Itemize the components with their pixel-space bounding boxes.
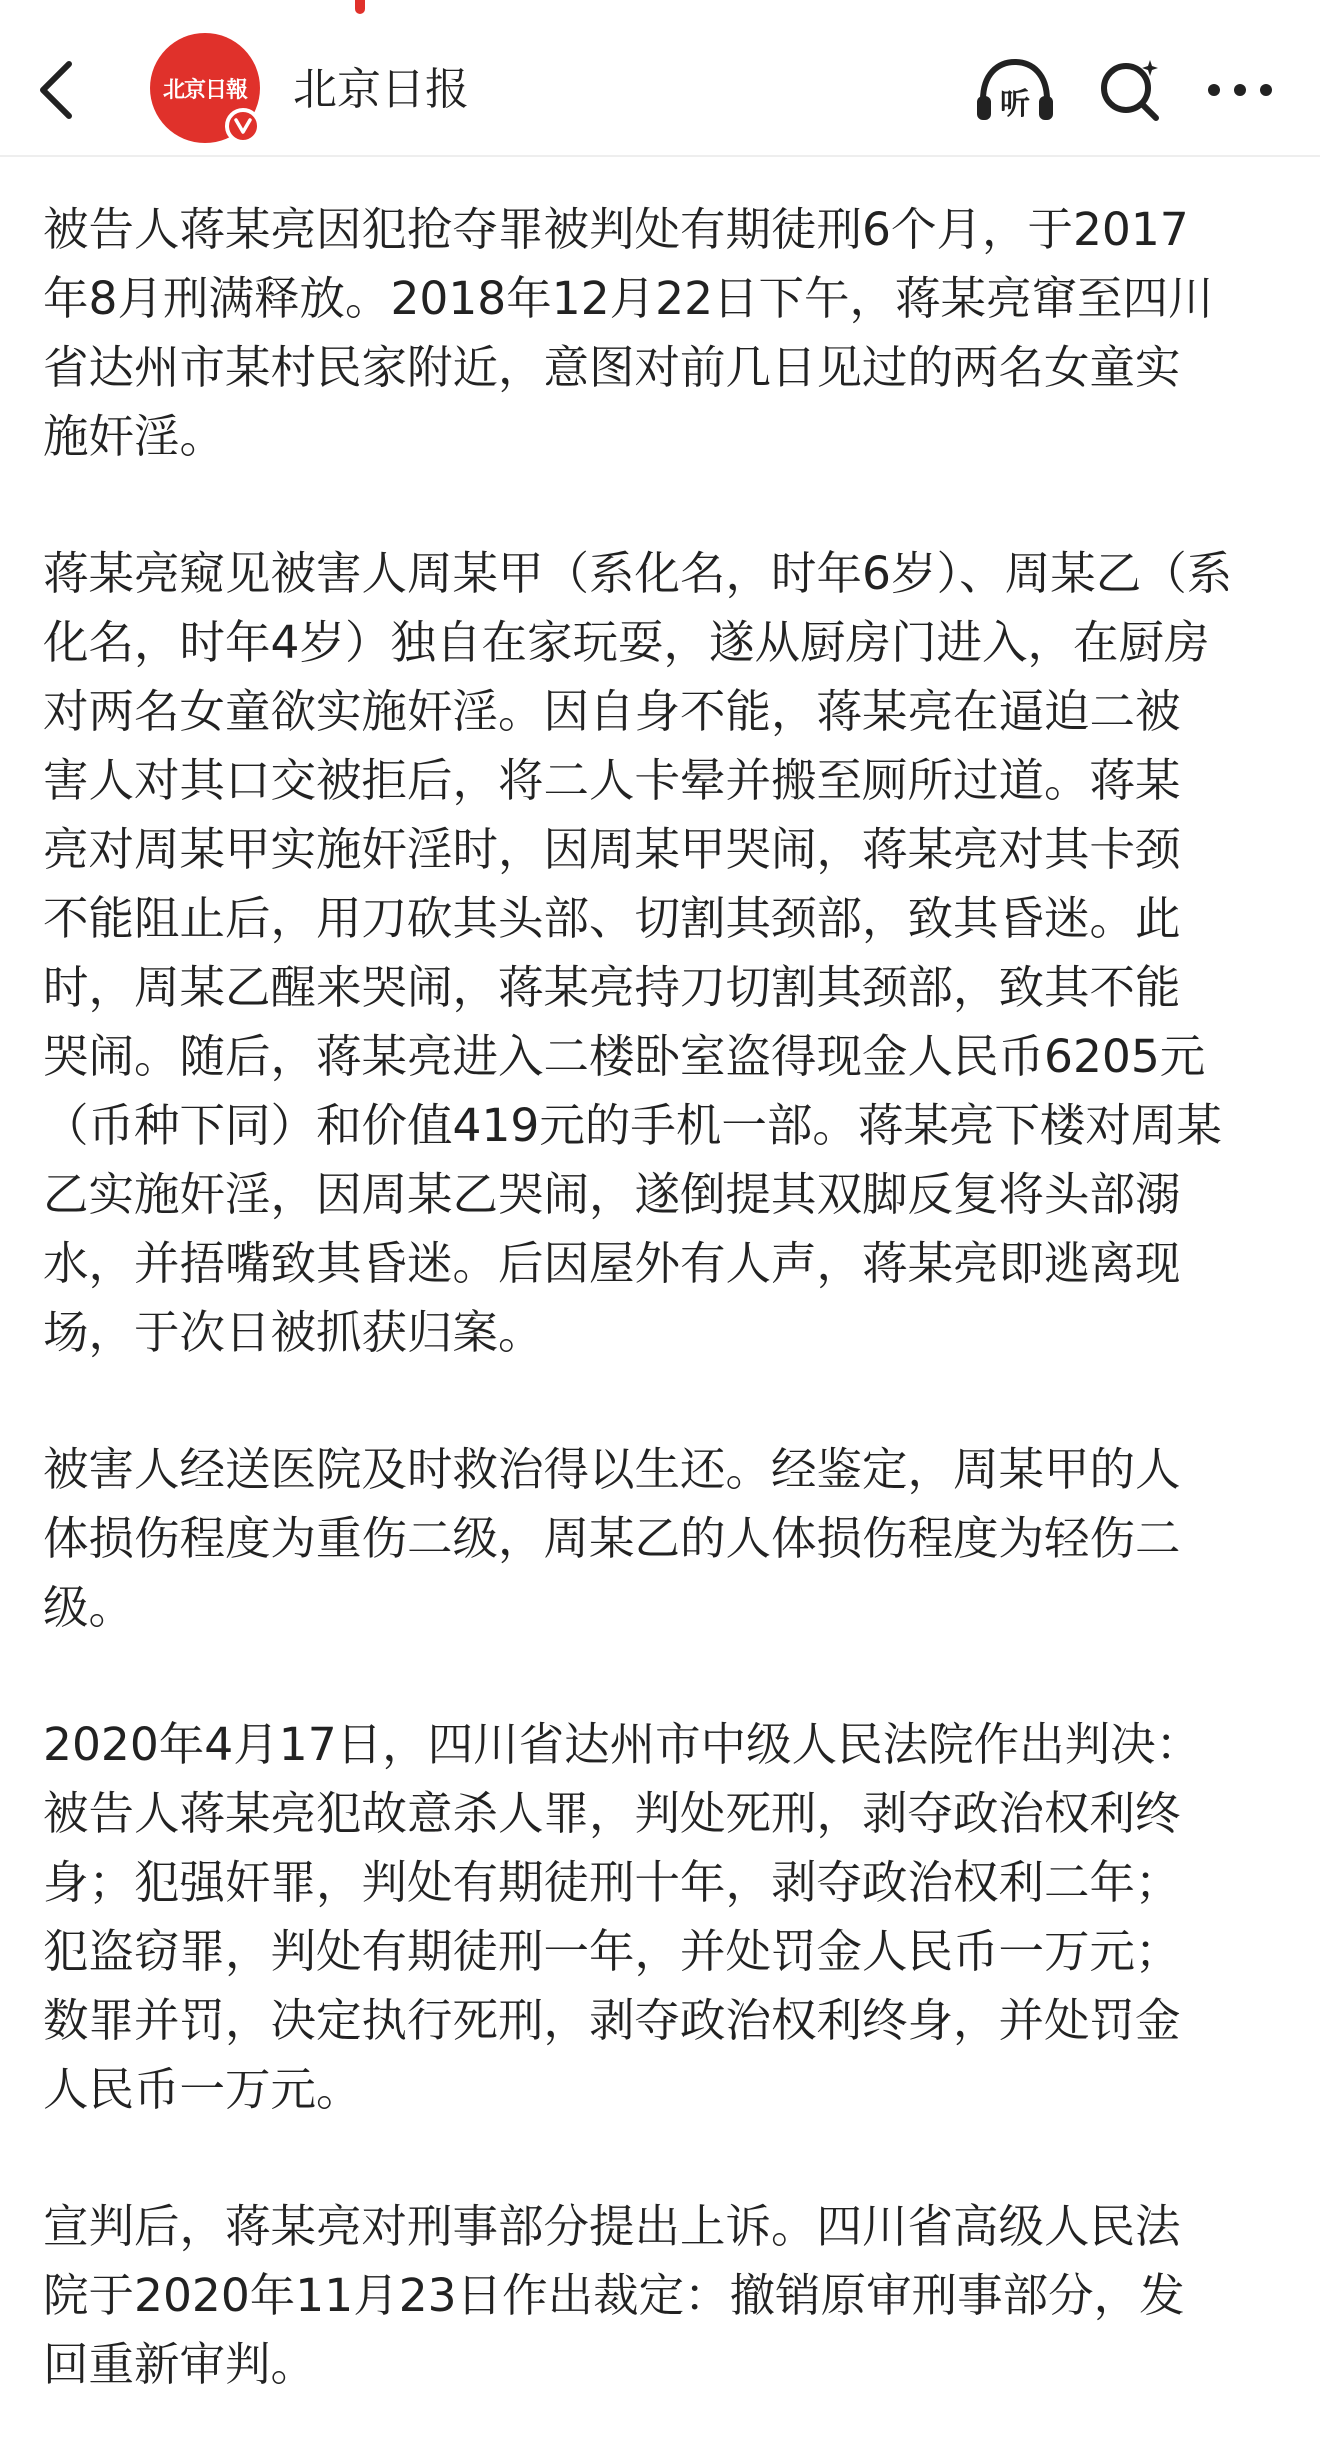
top-bar	[0, 0, 1320, 157]
verified-v-icon	[234, 118, 252, 134]
article-body	[43, 195, 1283, 2455]
more-icon	[1204, 80, 1276, 100]
article-paragraph-4: 2020年4月17日，四川省达州市中级人民法院作出判决： 被告人蒋某亮犯故意杀人罪，判处死刑，剥夺政治权利终 身；犯强奸罪，判处有期徒刑十年，剥夺政治权利二年； 犯盗窃罪，判处有期徒刑一年，并处罚金人民币一万元； 数罪并罚，决定执行死刑，剥夺政治权利终身，并处罚金 人民币一万元。	[43, 1718, 1202, 2116]
headphones-icon	[973, 54, 1057, 126]
more-button[interactable]	[1195, 50, 1285, 130]
accent-mark	[355, 0, 365, 14]
avatar-logo-text: 北京日報	[162, 76, 247, 103]
article-paragraph-3: 被害人经送医院及时救治得以生还。经鉴定，周某甲的人 体损伤程度为重伤二级，周某乙的人体损伤程度为轻伤二 级。	[43, 1443, 1181, 1634]
search-icon	[1094, 54, 1166, 126]
article-paragraph-2: 蒋某亮窥见被害人周某甲（系化名，时年6岁）、周某乙（系 化名，时年4岁）独自在家玩耍，遂从厨房门进入，在厨房 对两名女童欲实施奸淫。因自身不能，蒋某亮在逼迫二被 害人对其口交被拒后，将二人卡晕并搬至厕所过道。蒋某 亮对周某甲实施奸淫时，因周某甲哭闹，蒋某亮对其卡颈 不能阻止后，用刀砍其头部、切割其颈部，致其昏迷。此 时，周某乙醒来哭闹，蒋某亮持刀切割其颈部，致其不能 哭闹。随后，蒋某亮进入二楼卧室盗得现金人民币6205元 （币种下同）和价值419元的手机一部。蒋某亮下楼对周某 乙实施奸淫，因周某乙哭闹，遂倒提其双脚反复将头部溺 水，并捂嘴致其昏迷。后因屋外有人声，蒋某亮即逃离现 场，于次日被抓获归案。	[43, 547, 1233, 1359]
account-name[interactable]: 北京日报	[293, 64, 469, 115]
search-button[interactable]	[1085, 50, 1175, 130]
listen-label: 听	[1000, 87, 1030, 122]
back-button[interactable]	[30, 50, 80, 130]
article-paragraph-1: 被告人蒋某亮因犯抢夺罪被判处有期徒刑6个月，于2017 年8月刑满释放。2018年12月22日下午，蒋某亮窜至四川 省达州市某村民家附近，意图对前几日见过的两名女童实 施奸淫。	[43, 203, 1214, 463]
listen-button[interactable]	[970, 50, 1060, 130]
verified-badge	[225, 108, 261, 144]
article-paragraph-5: 宣判后，蒋某亮对刑事部分提出上诉。四川省高级人民法 院于2020年11月23日作出裁定：撤销原审刑事部分，发 回重新审判。	[43, 2200, 1185, 2391]
chevron-left-icon	[35, 58, 75, 122]
